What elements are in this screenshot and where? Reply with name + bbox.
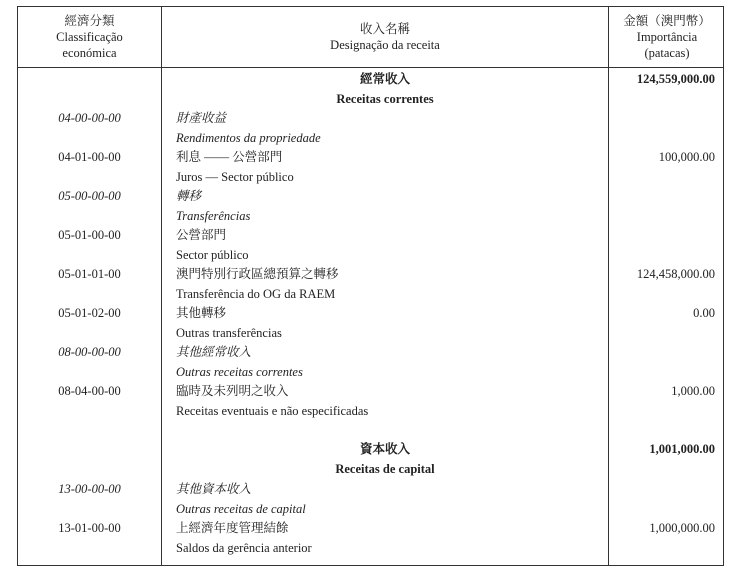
- row-name-pt: Saldos da gerência anterior: [176, 541, 312, 555]
- column-divider: [608, 7, 609, 565]
- header-divider: [18, 67, 723, 68]
- header-designation-pt: Designação da receita: [330, 38, 440, 52]
- header-classification: [18, 7, 161, 67]
- row-amount: 1,000,000.00: [649, 521, 715, 535]
- header-designation-zh: 收入名稱: [359, 22, 410, 36]
- row-name-pt: Sector público: [176, 248, 249, 262]
- header-amount-zh: 金額（澳門幣）: [623, 14, 711, 28]
- row-code: 13-01-00-00: [58, 521, 121, 535]
- row-amount: 124,458,000.00: [636, 267, 715, 281]
- row-code: 05-00-00-00: [58, 189, 121, 203]
- header-classification-zh: 經濟分類: [64, 14, 115, 28]
- row-name-pt: Outras receitas de capital: [176, 502, 306, 516]
- section-title-pt: Receitas correntes: [336, 92, 434, 106]
- header-amount-pt: (patacas): [644, 46, 690, 60]
- row-name-zh: 其他轉移: [176, 306, 227, 320]
- section-total: 1,001,000.00: [649, 442, 715, 456]
- row-code: 04-00-00-00: [58, 111, 121, 125]
- row-name-pt: Transferências: [176, 209, 251, 223]
- row-name-pt: Transferência do OG da RAEM: [176, 287, 336, 301]
- row-name-zh: 轉移: [176, 189, 202, 203]
- row-name-zh: 利息 —— 公營部門: [176, 150, 283, 164]
- row-name-zh: 澳門特別行政區總預算之轉移: [176, 267, 339, 281]
- row-name-zh: 臨時及未列明之收入: [176, 384, 289, 398]
- row-name-zh: 公營部門: [176, 228, 227, 242]
- row-code: 05-01-02-00: [58, 306, 121, 320]
- header-designation: [162, 7, 608, 67]
- row-code: 04-01-00-00: [58, 150, 121, 164]
- row-name-zh: 其他經常收入: [176, 345, 252, 359]
- row-name-pt: Outras receitas correntes: [176, 365, 303, 379]
- row-code: 05-01-00-00: [58, 228, 121, 242]
- header-amount: [609, 7, 725, 67]
- header-classification-pt: Classificação: [56, 30, 123, 44]
- header-classification-pt: económica: [62, 46, 117, 60]
- row-amount: 100,000.00: [658, 150, 715, 164]
- column-divider: [161, 7, 162, 565]
- row-name-zh: 財產收益: [176, 111, 227, 125]
- row-code: 08-00-00-00: [58, 345, 121, 359]
- row-amount: 0.00: [693, 306, 715, 320]
- row-name-pt: Receitas eventuais e não especificadas: [176, 404, 369, 418]
- section-title-zh: 經常收入: [359, 72, 410, 86]
- row-code: 13-00-00-00: [58, 482, 121, 496]
- revenue-table: [17, 6, 724, 566]
- row-name-zh: 其他資本收入: [176, 482, 252, 496]
- row-code: 08-04-00-00: [58, 384, 121, 398]
- row-amount: 1,000.00: [671, 384, 715, 398]
- row-name-pt: Outras transferências: [176, 326, 282, 340]
- row-name-pt: Juros — Sector público: [176, 170, 294, 184]
- row-name-pt: Rendimentos da propriedade: [176, 131, 321, 145]
- section-total: 124,559,000.00: [636, 72, 715, 86]
- row-code: 05-01-01-00: [58, 267, 121, 281]
- row-name-zh: 上經濟年度管理結餘: [176, 521, 289, 535]
- section-title-zh: 資本收入: [359, 442, 410, 456]
- header-amount-pt: Importância: [636, 30, 698, 44]
- section-title-pt: Receitas de capital: [335, 462, 435, 476]
